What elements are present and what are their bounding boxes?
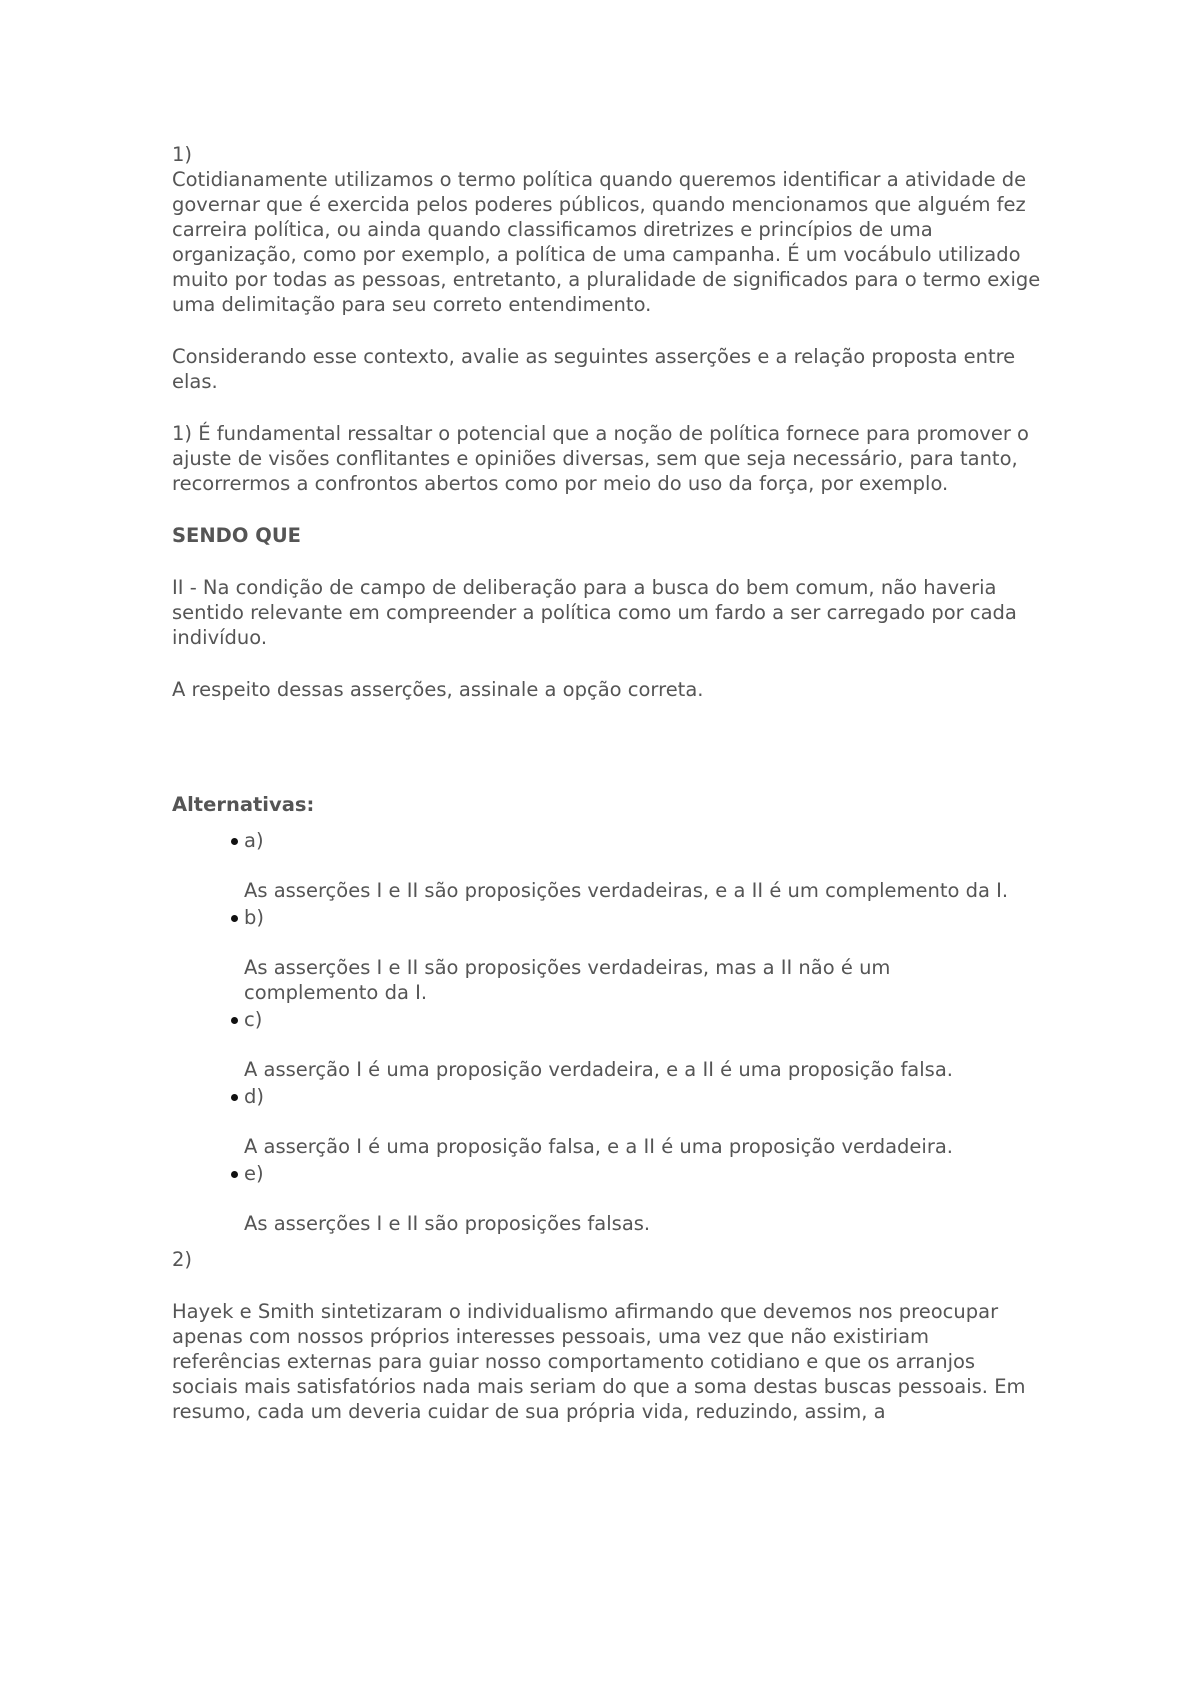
bullet-icon [231,838,238,845]
alternative-text: As asserções I e II são proposições verdadeiras, mas a II não é um complemento da I. [244,956,891,1004]
bullet-icon [231,1171,238,1178]
alternatives-heading: Alternativas: [172,793,315,816]
alternative-a[interactable] [228,828,1042,903]
alternative-text: As asserções I e II são proposições falsas. [244,1212,651,1235]
question-2-context-paragraph: Hayek e Smith sintetizaram o individualismo afirmando que devemos nos preocupar apenas com nossos próprios interesses pessoais, uma vez que não existiriam referências externas para guiar nosso comportamento cotidiano e que os arranjos sociais mais satisfatórios nada mais seriam do que a soma destas buscas pessoais. Em resumo, cada um deveria cuidar de sua própria vida, reduzindo, assim, a [172,1300,1026,1423]
alternative-c[interactable] [228,1007,1042,1082]
question-1-instruction-paragraph: Considerando esse contexto, avalie as seguintes asserções e a relação proposta entre elas. [172,345,1016,393]
document-page [172,142,1042,1424]
question-1-number: 1) [172,143,193,166]
alternative-text: As asserções I e II são proposições verdadeiras, e a II é um complemento da I. [244,879,1009,902]
alternative-letter: e) [244,1162,264,1185]
alternative-letter: b) [244,906,264,929]
question-1-context-paragraph: Cotidianamente utilizamos o termo política quando queremos identificar a atividade de governar que é exercida pelos poderes públicos, quando mencionamos que alguém fez carreira política, ou ainda quando classificamos diretrizes e princípios de uma organização, como por exemplo, a política de uma campanha. É um vocábulo utilizado muito por todas as pessoas, entretanto, a pluralidade de significados para o termo exige uma delimitação para seu correto entendimento. [172,168,1041,316]
alternative-text: A asserção I é uma proposição verdadeira, e a II é uma proposição falsa. [244,1058,953,1081]
alternative-letter: a) [244,829,264,852]
question-2-number: 2) [172,1248,193,1271]
alternative-text: A asserção I é uma proposição falsa, e a II é uma proposição verdadeira. [244,1135,953,1158]
question-1-prompt: A respeito dessas asserções, assinale a opção correta. [172,678,704,701]
alternative-e[interactable] [228,1161,1042,1236]
assertion-1: 1) É fundamental ressaltar o potencial que a noção de política fornece para promover o ajuste de visões conflitantes e opiniões diversas, sem que seja necessário, para tanto, recorrermos a confrontos abertos como por meio do uso da força, por exemplo. [172,422,1029,495]
alternative-letter: c) [244,1008,263,1031]
bullet-icon [231,1017,238,1024]
alternatives-list [172,828,1042,1236]
bullet-icon [231,1094,238,1101]
assertion-2: II - Na condição de campo de deliberação para a busca do bem comum, não haveria sentido relevante em compreender a política como um fardo a ser carregado por cada indivíduo. [172,576,1017,649]
bullet-icon [231,915,238,922]
alternative-d[interactable] [228,1084,1042,1159]
assertion-connector: SENDO QUE [172,524,301,547]
alternative-b[interactable] [228,905,1042,1005]
alternative-letter: d) [244,1085,264,1108]
